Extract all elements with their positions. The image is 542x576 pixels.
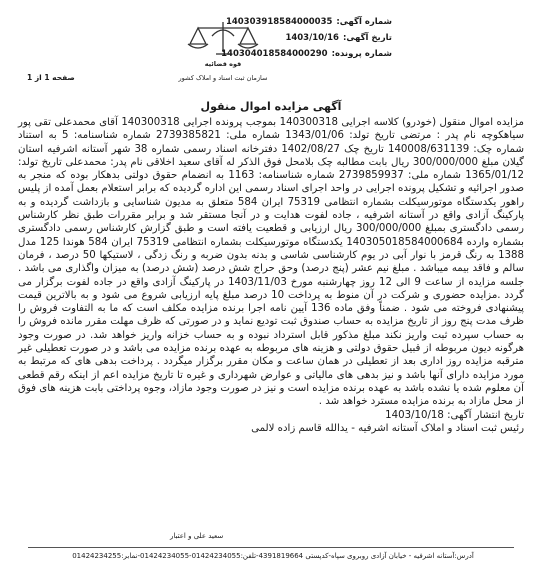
- footer-signer: سعید علی و اعتبار: [170, 532, 224, 540]
- file-number-row: [162, 46, 392, 62]
- notice-number-label: شماره آگهی:: [336, 17, 392, 27]
- publish-date-label: تاریخ انتشار آگهی:: [447, 409, 524, 421]
- footer-address: آدرس:آستانه اشرفیه - خیابان آزادی روبروی سپاه-کدپستی 4391819664-تلفن:01424234055-01424234055-نمابر:01424234255: [72, 552, 474, 560]
- svg-text:قوه قضائیه: قوه قضائیه: [204, 60, 242, 68]
- notice-date: 1403/10/16: [285, 33, 339, 43]
- page-indicator: صفحه 1 از 1: [27, 73, 75, 82]
- file-number: 140304018584000290: [221, 49, 328, 59]
- notice-meta: [162, 14, 392, 62]
- notice-body: [18, 116, 524, 435]
- svg-text:سازمان ثبت اسناد و املاک کشور: سازمان ثبت اسناد و املاک کشور: [178, 74, 268, 82]
- notice-number-row: [162, 14, 392, 30]
- notice-title: آگهی مزایده اموال منقول: [200, 100, 342, 113]
- notice-date-row: [162, 30, 392, 46]
- publish-date-line: [18, 409, 524, 422]
- notice-number: 140303918584000035: [225, 17, 333, 27]
- footer-divider: [28, 547, 514, 548]
- notice-date-label: تاریخ آگهی:: [342, 33, 392, 43]
- publish-date: 1403/10/18: [385, 409, 444, 421]
- signature-line: رئیس ثبت اسناد و املاک آستانه اشرفیه - یدالله قاسم زاده لالمی: [251, 422, 524, 434]
- notice-paragraph: مزایده اموال منقول (خودرو) کلاسه اجرایی 140300318 بموجب پرونده اجرایی 140300318 آقای محمدعلی تقی پور سیاهکوچه نام پدر : مرتضی تاریخ تولد: 1343/01/06 شماره ملی: 2739385821 شماره شناسنامه: 5 به استناد شماره چک: 140008/631139 تاریخ چک 1402/08/27 دفترخانه اسناد رسمی شماره 38 شهر آستانه اشرفیه استان گیلان مبلغ 300/000/000 ریال بابت مطالبه چک بلامحل فوق الذکر له آقای سعید اخلاقی نام پدر: محمدعلی تاریخ تولد: 1365/01/12 شماره ملی: 2739859937 شماره شناسنامه: 1163 به انضمام حقوق دولتی بدهکار بوده که منجر به صدور اجرائیه و تشکیل پرونده اجرایی در واحد اجرای اسناد رسمی این اداره گردیده که برابر استعلام بعمل آمده از پلیس راهور یکدستگاه موتورسیکلت بشماره انتظامی 75319 ایران 584 متعلق به مدیون شناسایی و بازداشت گردیده و به پارکینگ آزادی واقع در آستانه اشرفیه ، جاده لفوت هدایت و در آنجا مستقر شد و برابر مقررات طبق نظر کارشناس رسمی دادگستری بمبلغ 300/000/000 ریال ارزیابی و قطعیت یافته است و طبق گزارش کارشناس رسمی دادگستری بشماره وارده 140305018584000684 یکدستگاه موتورسیکلت بشماره انتظامی 75319 ایران 584 هوندا 125 مدل 1388 به رنگ قرمز با نوار آبی در یوم کارشناسی شاسی و بدنه بدون ضربه و رنگ زدگی ، لاستیکها 50 درصد ، فرمان سالم و فاقد بیمه میباشد . مبلغ نیم عشر (پنج درصد) وحق حراج شش درصد (شش درصد) به میزان واگذاری می باشد . جلسه مزایده از ساعت 9 الی 12 روز چهارشنبه مورخ 1403/11/03 در پارکینگ آزادی واقع در جاده لفوت برگزار می گردد .مزایده حضوری و شرکت در آن منوط به پرداخت 10 درصد مبلغ پایه ارزیابی شروع می شود و به بالاترین قیمت پیشنهادی فروخته می شود . ضمناً وفق ماده 136 آیین نامه اجرا برنده مزایده مکلف است که ما به التفاوت فروش را ظرف مدت پنج روز از تاریخ مزایده به حساب صندوق ثبت تودیع نماید و در صورتی که ظرف مهلت مقرر مانده فروش را به حساب سپرده ثبت واریز نکند مبلغ مذکور قابل استرداد نبوده و به حساب خزانه واریز خواهد شد. در صورت وجود هرگونه دیون مربوطه از قبیل حقوق دولتی و هزینه های مربوطه به عهده برنده مزایده می باشد و در صورت تعطیلی غیر مترقبه مزایده روز اداری بعد از تعطیلی در همان ساعت و مکان مقرر برگزار میگردد . پرداخت بدهی های که مرتبط به مورد مزایده دارای آنها باشد و نیز بدهی های مالیاتی و عوارض شهرداری و غیره تا تاریخ مزایده اعم از اینکه رقم قطعی آن معلوم شده یا نشده باشد به عهده برنده مزایده است و نیز در صورت وجود مازاد، وجوه پرداختی بابت هزینه های فوق از محل مازاد به برنده مزایده مسترد خواهد شد .: [18, 117, 525, 408]
- file-number-label: شماره پرونده:: [331, 49, 392, 59]
